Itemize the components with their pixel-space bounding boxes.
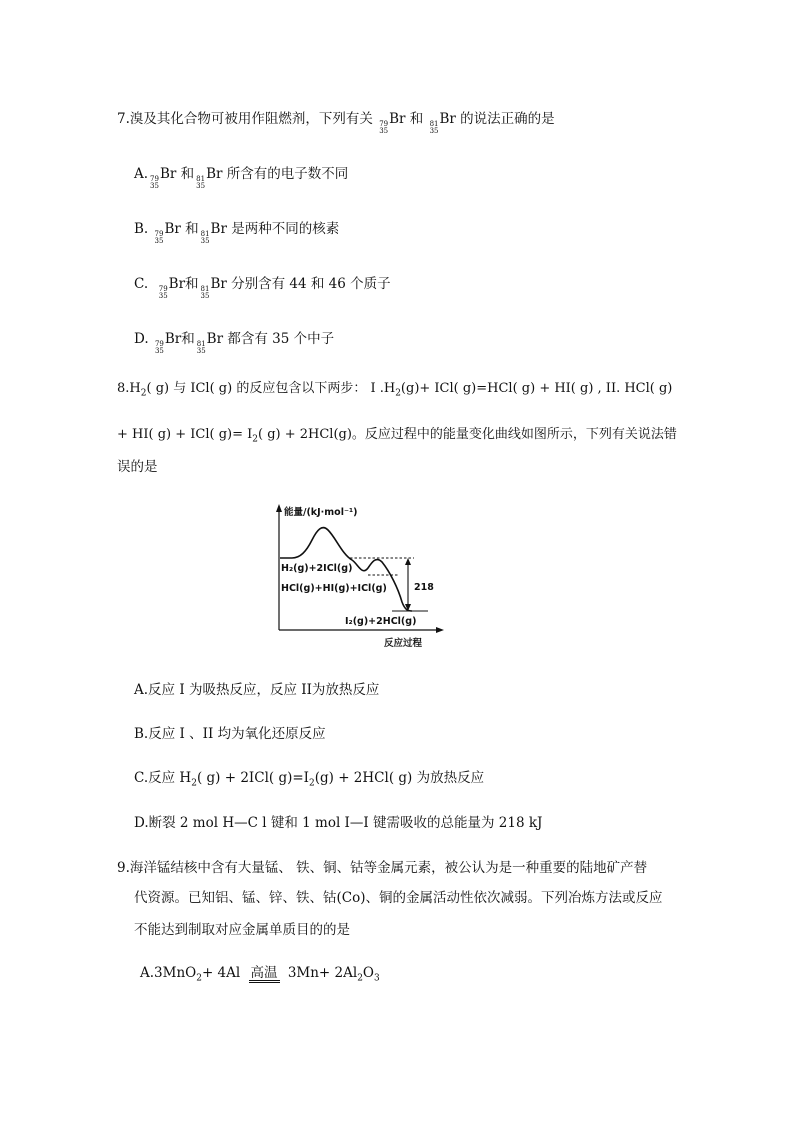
q8-option-b[interactable]: B.反应 I 、II 均为氧化还原反应: [134, 726, 326, 742]
delta-value: 218: [414, 582, 434, 593]
condition-high-temp: 高温: [250, 965, 278, 981]
q7-stem: 7.溴及其化合物可被用作阻燃剂，下列有关 79 35 Br 和 81 35 Br 的说法正确的是: [117, 111, 555, 135]
q7-option-a[interactable]: A. 79 35 Br 和 81 35 Br 所含有的电子数不同: [134, 166, 349, 190]
q9-stem-line1: 9.海洋锰结核中含有大量锰、 铁、铜、钴等金属元素，被公认为是一种重要的陆地矿产替: [117, 860, 648, 876]
q9-option-a[interactable]: A.3MnO$_2$+ 4Al 高温 $3Mn+ 2Al_2O_3$: [140, 965, 380, 984]
label-hcl-hi-icl: HCl(g)+HI(g)+ICl(g): [281, 583, 387, 594]
q8-stem-line3: 误的是: [117, 459, 158, 475]
isotope-81br: 81 35: [429, 120, 439, 135]
isotope-79br: 79 35: [379, 120, 389, 135]
label-h2-2icl: H₂(g)+2ICl(g): [281, 563, 353, 574]
energy-diagram: [262, 500, 452, 650]
delta-arrow-head-up: [405, 558, 411, 565]
q7-option-c[interactable]: C. 79 35 Br和 81 35 Br 分别含有 44 和 46 个质子: [134, 276, 391, 300]
q9-stem-line3: 不能达到制取对应金属单质目的的是: [134, 922, 350, 938]
q8-option-a[interactable]: A.反应 I 为吸热反应，反应 II为放热反应: [134, 682, 380, 698]
q8-stem-line1: $8.H_2$( g) 与 ICl( g) 的反应包含以下两步： I $.H_2(g)+ ICl$( g)=HCl( g) + HI( g) , II. HCl( g): [117, 381, 673, 399]
q8-option-d[interactable]: D.断裂 2 mol H—C l 键和 1 mol I—I 键需吸收的总能量为 218 kJ: [134, 815, 543, 831]
delta-arrow-head-down: [405, 604, 411, 611]
y-axis-arrow: [276, 504, 282, 512]
q7-option-d[interactable]: D. 79 35 Br和 81 35 Br 都含有 35 个中子: [134, 331, 335, 355]
q7-option-b[interactable]: B. 79 35 Br 和 81 35 Br 是两种不同的核素: [134, 221, 340, 245]
x-axis-arrow: [436, 627, 444, 633]
q8-option-c[interactable]: C.反应 $H_2$( g) + 2ICl( $g)=I_2(g) + 2HCl$( g) 为放热反应: [134, 770, 485, 789]
label-i2-2hcl: I₂(g)+2HCl(g): [345, 616, 417, 627]
x-axis-label: 反应过程: [384, 638, 423, 649]
y-axis-label: 能量/(kJ·mol⁻¹): [284, 507, 358, 518]
q9-stem-line2: 代资源。已知铝、锰、锌、铁、钴(Co)、铜的金属活动性依次减弱。下列冶炼方法或反应: [134, 890, 663, 906]
q8-stem-line2: + HI( g) + ICl( $g)= I_2$( g) + 2HCl(g)。反应过程中的能量变化曲线如图所示，下列有关说法错: [117, 427, 677, 445]
